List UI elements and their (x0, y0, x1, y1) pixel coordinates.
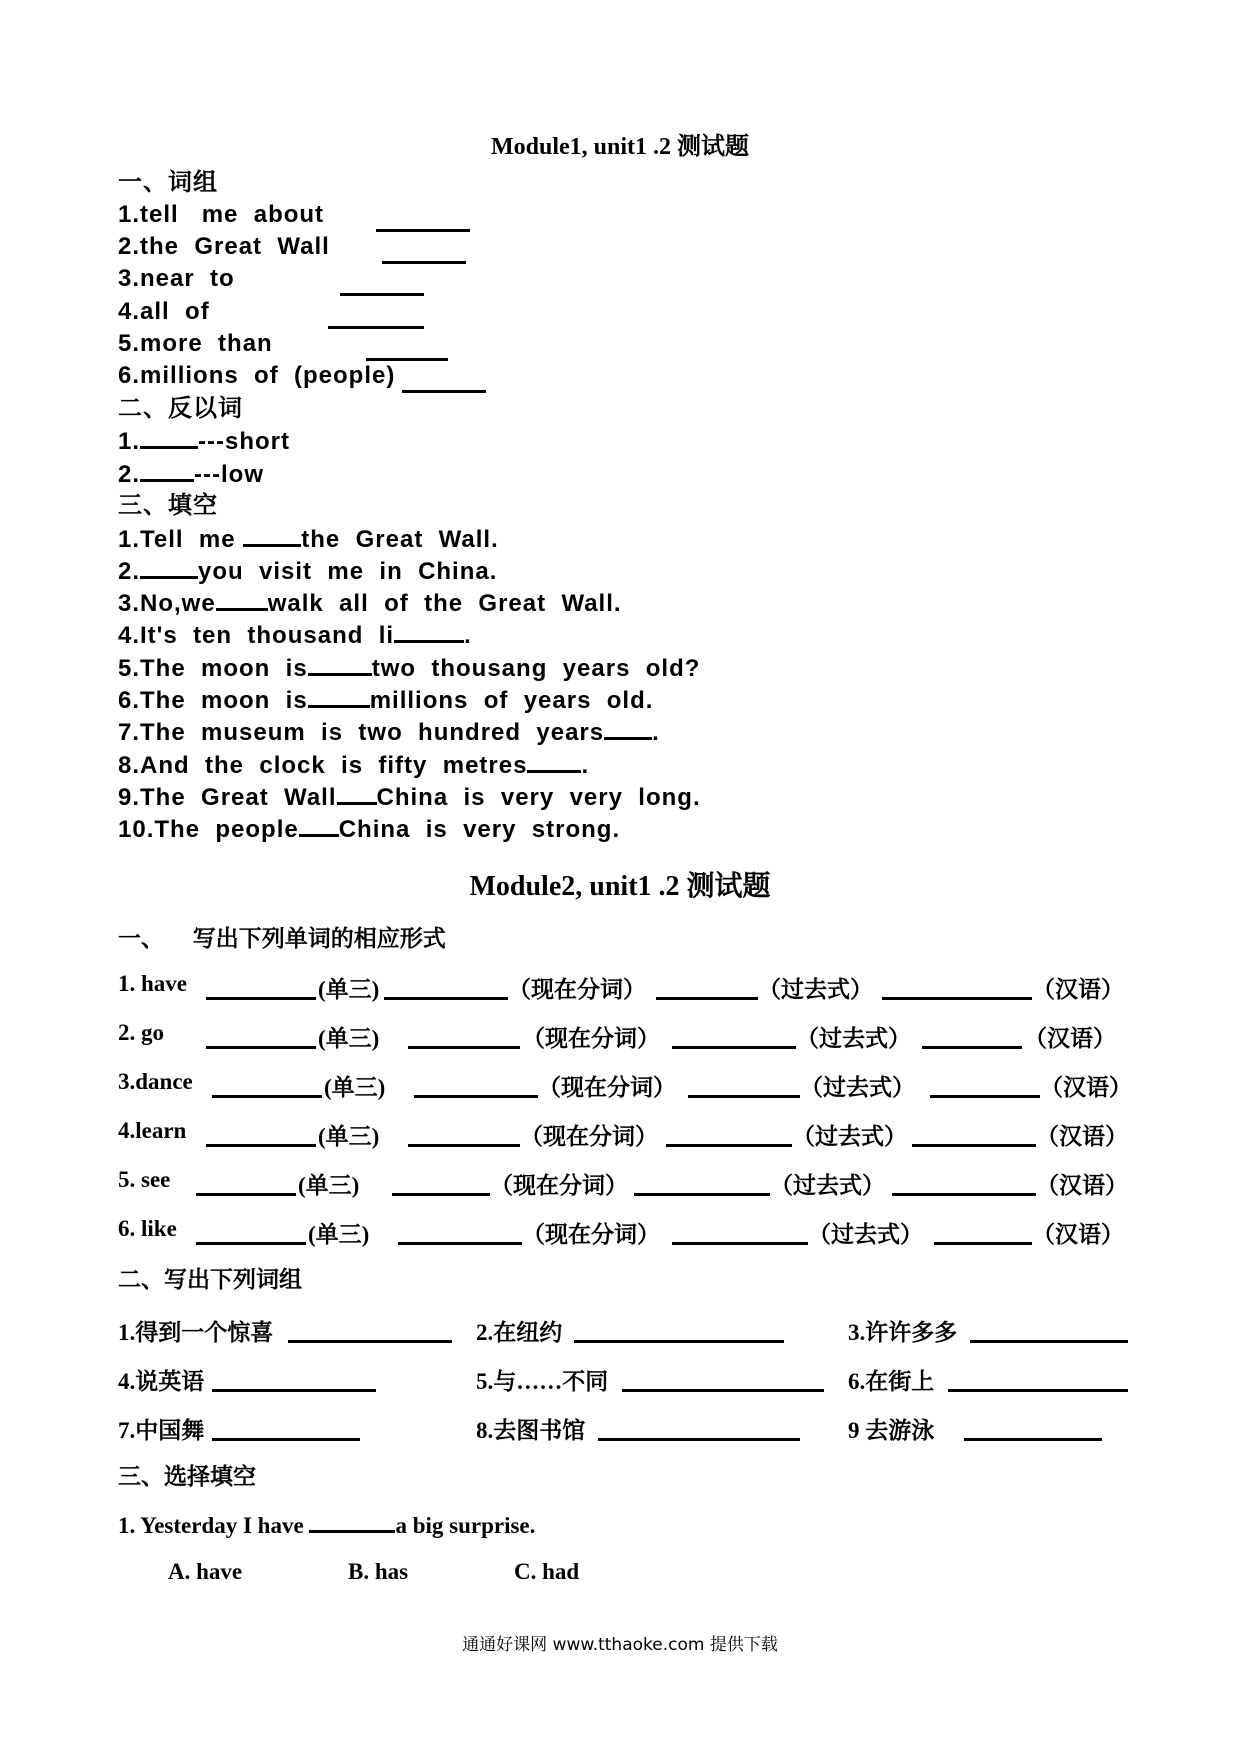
phrase-label: 1.得到一个惊喜 (118, 1320, 274, 1345)
m1-phrase-3: 3.near to (118, 265, 235, 292)
m2-section3-heading: 三、选择填空 (118, 1464, 256, 1489)
answer-blank[interactable] (398, 1222, 522, 1245)
answer-blank[interactable] (299, 814, 339, 837)
answer-blank[interactable] (934, 1222, 1032, 1245)
answer-blank[interactable] (402, 370, 486, 393)
answer-blank[interactable] (340, 273, 424, 296)
answer-blank[interactable] (337, 782, 377, 805)
m1-fill-3: 3.No,we walk all of the Great Wall. (118, 590, 622, 617)
answer-blank[interactable] (574, 1320, 784, 1343)
m1-fill-9: 9.The Great Wall China is very very long. (118, 784, 701, 811)
m2-question-1: 1. Yesterday I have a big surprise. (118, 1510, 535, 1541)
answer-blank[interactable] (376, 209, 470, 232)
answer-blank[interactable] (140, 556, 198, 579)
past-tense-label: （过去式） (792, 1124, 907, 1149)
answer-blank[interactable] (394, 620, 464, 643)
answer-blank[interactable] (206, 1124, 316, 1147)
present-participle-label: （现在分词） (538, 1075, 676, 1100)
answer-blank[interactable] (212, 1369, 376, 1392)
m1-section3-heading: 三、填空 (118, 492, 218, 519)
m1-section1-heading: 一、词组 (118, 169, 218, 196)
word-label: 6. like (118, 1216, 177, 1241)
phrase-label: 2.在纽约 (476, 1320, 563, 1345)
present-participle-label: （现在分词） (508, 977, 646, 1002)
m1-fill-5: 5.The moon is two thousang years old? (118, 655, 701, 682)
answer-blank[interactable] (948, 1369, 1128, 1392)
answer-blank[interactable] (970, 1320, 1128, 1343)
m1-phrase-2: 2.the Great Wall (118, 233, 330, 260)
m1-fill-2: 2. you visit me in China. (118, 558, 498, 585)
phrase-label: 3.许许多多 (848, 1320, 958, 1345)
phrase-label: 6.在街上 (848, 1369, 935, 1394)
m1-phrase-1: 1.tell me about (118, 201, 325, 228)
word-label: 5. see (118, 1167, 171, 1192)
word-label: 2. go (118, 1020, 164, 1045)
past-tense-label: （过去式） (770, 1173, 885, 1198)
answer-blank[interactable] (212, 1075, 322, 1098)
m1-fill-8: 8.And the clock is fifty metres . (118, 752, 590, 779)
answer-blank[interactable] (366, 338, 448, 361)
word-label: 1. have (118, 971, 187, 996)
m1-phrase-5: 5.more than (118, 330, 273, 357)
chinese-label: （汉语） (1040, 1075, 1132, 1100)
answer-blank[interactable] (964, 1418, 1102, 1441)
m1-fill-10: 10.The people China is very strong. (118, 816, 621, 843)
answer-blank[interactable] (604, 717, 652, 740)
answer-blank[interactable] (634, 1173, 770, 1196)
answer-blank[interactable] (656, 977, 758, 1000)
answer-blank[interactable] (140, 459, 194, 482)
m2-section2-heading: 二、写出下列词组 (118, 1267, 302, 1292)
phrase-label: 9 去游泳 (848, 1418, 935, 1443)
word-label: 3.dance (118, 1069, 193, 1094)
answer-blank[interactable] (308, 685, 370, 708)
module2-title: Module2, unit1 .2 测试题 (469, 871, 771, 902)
answer-blank[interactable] (382, 241, 466, 264)
answer-blank[interactable] (196, 1222, 306, 1245)
answer-blank[interactable] (288, 1320, 452, 1343)
phrase-label: 7.中国舞 (118, 1418, 205, 1443)
phrase-label: 8.去图书馆 (476, 1418, 586, 1443)
third-person-label: (单三) (318, 1026, 380, 1051)
module1-title: Module1, unit1 .2 测试题 (490, 134, 750, 160)
third-person-label: (单三) (318, 977, 380, 1002)
answer-blank[interactable] (672, 1026, 796, 1049)
chinese-label: （汉语） (1036, 1173, 1128, 1198)
answer-blank[interactable] (892, 1173, 1036, 1196)
answer-blank[interactable] (527, 750, 581, 773)
footer-credit: 通通好课网 www.tthaoke.com 提供下载 (462, 1635, 778, 1655)
m1-fill-1: 1.Tell me the Great Wall. (118, 526, 499, 553)
answer-blank[interactable] (308, 653, 372, 676)
m1-antonym-2: 2. ---low (118, 461, 264, 488)
answer-blank[interactable] (408, 1026, 520, 1049)
m1-fill-4: 4.It's ten thousand li . (118, 622, 472, 649)
answer-blank[interactable] (598, 1418, 800, 1441)
answer-blank[interactable] (206, 977, 316, 1000)
answer-blank[interactable] (414, 1075, 538, 1098)
answer-blank[interactable] (140, 426, 198, 449)
answer-blank[interactable] (882, 977, 1032, 1000)
past-tense-label: （过去式） (796, 1026, 911, 1051)
third-person-label: (单三) (308, 1222, 370, 1247)
chinese-label: （汉语） (1032, 977, 1124, 1002)
answer-blank[interactable] (243, 524, 301, 547)
m1-phrase-4: 4.all of (118, 298, 210, 325)
chinese-label: （汉语） (1024, 1026, 1116, 1051)
m1-section2-heading: 二、反以词 (118, 395, 243, 422)
phrase-label: 5.与……不同 (476, 1369, 609, 1394)
answer-blank[interactable] (672, 1222, 808, 1245)
answer-blank[interactable] (688, 1075, 800, 1098)
chinese-label: （汉语） (1032, 1222, 1124, 1247)
option-c[interactable]: C. had (514, 1559, 580, 1584)
answer-blank[interactable] (384, 977, 508, 1000)
past-tense-label: （过去式） (758, 977, 873, 1002)
present-participle-label: （现在分词） (522, 1222, 660, 1247)
third-person-label: (单三) (298, 1173, 360, 1198)
third-person-label: (单三) (324, 1075, 386, 1100)
past-tense-label: （过去式） (808, 1222, 923, 1247)
answer-blank[interactable] (930, 1075, 1040, 1098)
option-b[interactable]: B. has (348, 1559, 409, 1584)
answer-blank[interactable] (392, 1173, 490, 1196)
m1-fill-6: 6.The moon is millions of years old. (118, 687, 654, 714)
answer-blank[interactable] (206, 1026, 316, 1049)
third-person-label: (单三) (318, 1124, 380, 1149)
m1-phrase-6: 6.millions of (people) (118, 362, 396, 389)
answer-blank[interactable] (196, 1173, 296, 1196)
m1-antonym-1: 1. ---short (118, 428, 290, 455)
answer-blank[interactable] (328, 306, 424, 329)
answer-blank[interactable] (922, 1026, 1022, 1049)
m2-section1-heading: 一、 写出下列单词的相应形式 (118, 926, 446, 951)
chinese-label: （汉语） (1036, 1124, 1128, 1149)
word-label: 4.learn (118, 1118, 187, 1143)
answer-blank[interactable] (216, 588, 268, 611)
option-a[interactable]: A. have (168, 1559, 243, 1584)
answer-blank[interactable] (912, 1124, 1036, 1147)
answer-blank[interactable] (622, 1369, 824, 1392)
answer-blank[interactable] (309, 1510, 395, 1533)
m1-fill-7: 7.The museum is two hundred years . (118, 719, 660, 746)
present-participle-label: （现在分词） (490, 1173, 628, 1198)
answer-blank[interactable] (408, 1124, 520, 1147)
answer-blank[interactable] (666, 1124, 792, 1147)
present-participle-label: （现在分词） (520, 1124, 658, 1149)
phrase-label: 4.说英语 (118, 1369, 205, 1394)
past-tense-label: （过去式） (800, 1075, 915, 1100)
present-participle-label: （现在分词） (522, 1026, 660, 1051)
answer-blank[interactable] (212, 1418, 360, 1441)
